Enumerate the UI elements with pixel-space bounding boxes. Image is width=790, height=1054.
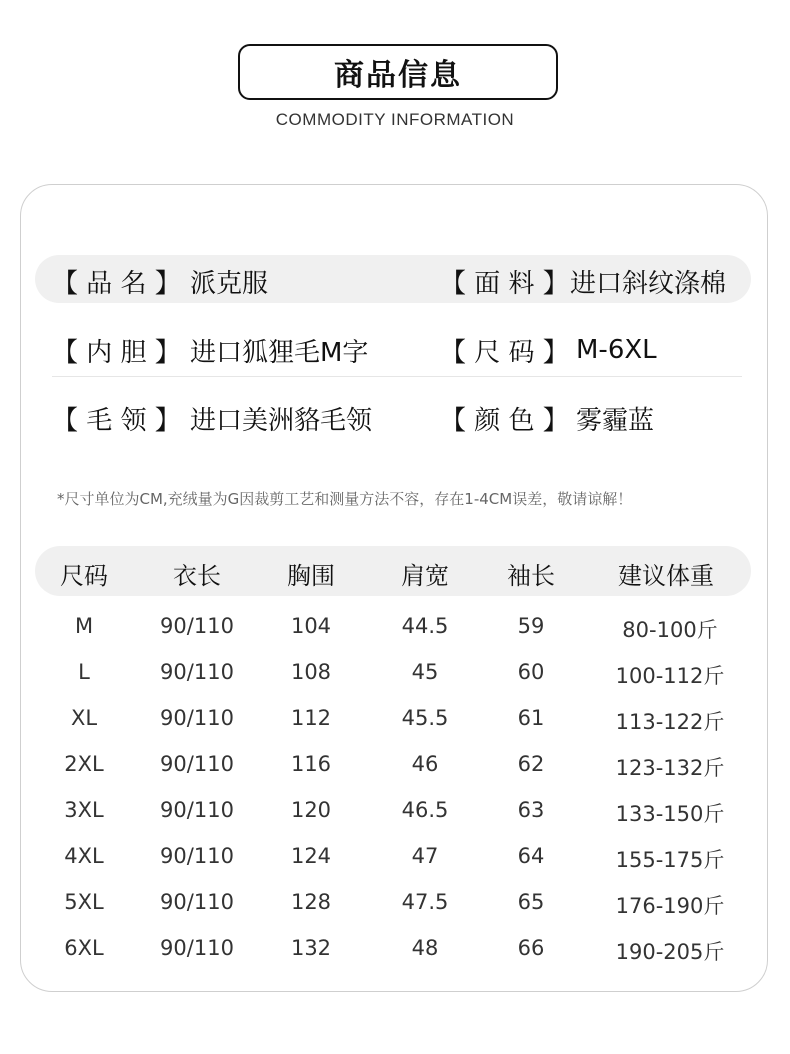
table-cell: 108 [290, 660, 332, 684]
page-title: 商品信息 [238, 44, 558, 100]
column-header: 建议体重 [618, 562, 714, 590]
table-cell: 44.5 [401, 614, 449, 638]
table-cell: 47 [411, 844, 439, 868]
table-cell: 4XL [64, 844, 104, 868]
column-header: 肩宽 [401, 562, 449, 590]
table-cell: 65 [517, 890, 545, 914]
table-cell: 3XL [64, 798, 104, 822]
table-cell: 155-175斤 [615, 848, 725, 872]
table-cell: 90/110 [160, 706, 234, 730]
table-cell: 5XL [64, 890, 104, 914]
table-cell: 90/110 [160, 936, 234, 960]
table-cell: 90/110 [160, 890, 234, 914]
table-row [0, 706, 790, 746]
table-cell: 132 [290, 936, 332, 960]
table-cell: 90/110 [160, 660, 234, 684]
column-header: 胸围 [287, 562, 335, 590]
info-label: 【 毛 领 】 [52, 405, 181, 436]
table-cell: 46 [411, 752, 439, 776]
info-label: 【 内 胆 】 [52, 337, 181, 368]
table-cell: 90/110 [160, 752, 234, 776]
column-header: 尺码 [60, 562, 108, 590]
table-cell: 100-112斤 [615, 664, 725, 688]
table-cell: XL [70, 706, 98, 730]
info-label: 【 面 料 】 [440, 268, 569, 299]
table-row [0, 614, 790, 654]
info-label: 【 颜 色 】 [440, 405, 569, 436]
info-value: 进口斜纹涤棉 [570, 268, 727, 299]
table-cell: 116 [290, 752, 332, 776]
table-cell: 66 [517, 936, 545, 960]
table-cell: 64 [517, 844, 545, 868]
table-cell: 113-122斤 [615, 710, 725, 734]
table-cell: 120 [290, 798, 332, 822]
info-value: 雾霾蓝 [576, 405, 655, 436]
table-cell: L [78, 660, 90, 684]
table-cell: 45.5 [401, 706, 449, 730]
table-row [0, 660, 790, 700]
info-value: M-6XL [576, 335, 657, 365]
column-header: 衣长 [173, 562, 221, 590]
column-header: 袖长 [507, 562, 555, 590]
info-value: 派克服 [190, 268, 269, 299]
table-cell: 133-150斤 [615, 802, 725, 826]
table-row [0, 798, 790, 838]
table-cell: 45 [411, 660, 439, 684]
info-row [0, 394, 790, 442]
table-row [0, 752, 790, 792]
table-cell: 190-205斤 [615, 940, 725, 964]
info-value: 进口美洲貉毛领 [190, 405, 373, 436]
table-row [0, 844, 790, 884]
table-cell: 46.5 [401, 798, 449, 822]
info-label: 【 品 名 】 [52, 268, 181, 299]
table-cell: 59 [517, 614, 545, 638]
table-cell: 48 [411, 936, 439, 960]
info-value: 进口狐狸毛M字 [190, 337, 369, 368]
table-cell: 6XL [64, 936, 104, 960]
table-row [0, 890, 790, 930]
table-row [0, 936, 790, 976]
table-cell: 62 [517, 752, 545, 776]
table-cell: 90/110 [160, 798, 234, 822]
table-cell: 176-190斤 [615, 894, 725, 918]
divider [52, 376, 742, 377]
table-cell: 90/110 [160, 614, 234, 638]
table-cell: 128 [290, 890, 332, 914]
table-cell: 63 [517, 798, 545, 822]
info-row [0, 257, 790, 305]
table-cell: 124 [290, 844, 332, 868]
info-label: 【 尺 码 】 [440, 337, 569, 368]
size-note: *尺寸单位为CM,充绒量为G因裁剪工艺和测量方法不容，存在1-4CM误差，敬请谅解！ [57, 490, 633, 508]
table-cell: M [74, 614, 94, 638]
table-cell: 80-100斤 [622, 618, 718, 642]
table-cell: 2XL [64, 752, 104, 776]
table-cell: 60 [517, 660, 545, 684]
table-cell: 90/110 [160, 844, 234, 868]
page-subtitle: COMMODITY INFORMATION [275, 110, 515, 129]
table-cell: 123-132斤 [615, 756, 725, 780]
table-cell: 61 [517, 706, 545, 730]
table-cell: 47.5 [401, 890, 449, 914]
table-cell: 112 [290, 706, 332, 730]
info-row [0, 326, 790, 374]
table-cell: 104 [290, 614, 332, 638]
